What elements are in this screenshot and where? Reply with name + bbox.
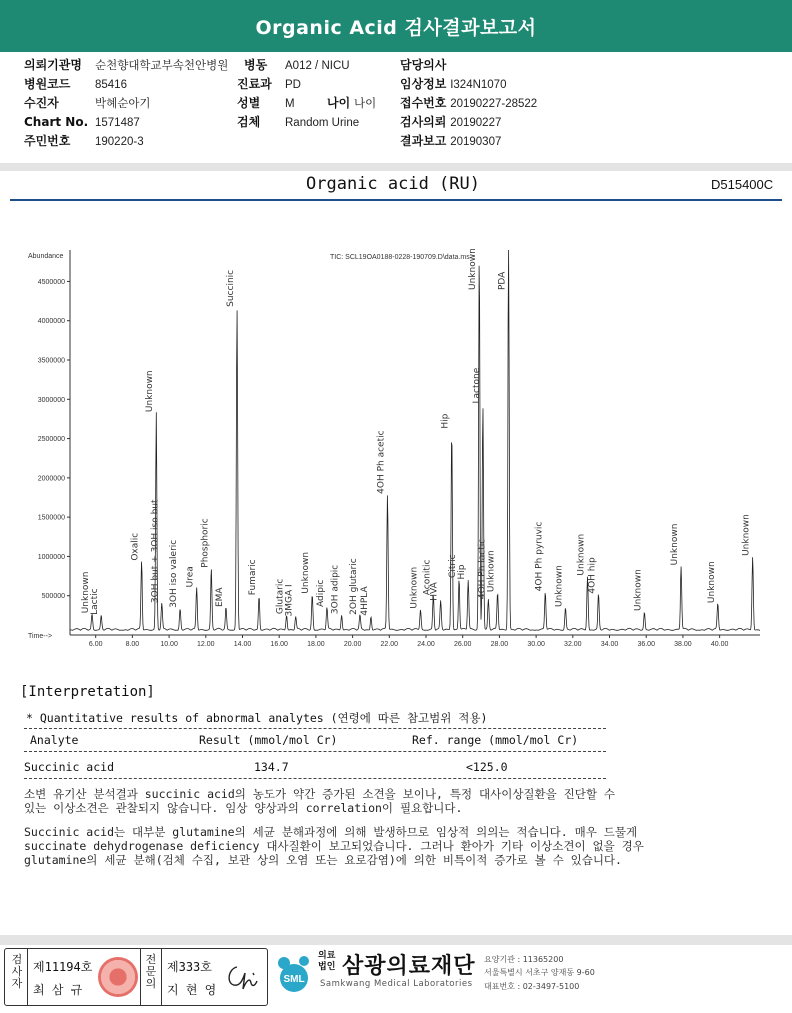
peak-label-20: Unknown xyxy=(409,566,420,609)
corp-name: 삼광의료재단 xyxy=(342,954,476,979)
divider-line xyxy=(161,949,162,1005)
cell-result: 134.7 xyxy=(254,760,289,774)
peak-label-11: Fumaric xyxy=(248,559,259,596)
peak-label-30: PDA xyxy=(497,271,508,290)
signature-icon xyxy=(223,959,265,995)
x-tick-label: 16.00 xyxy=(270,641,288,648)
department-value: PD xyxy=(285,79,301,91)
table-row xyxy=(24,756,606,778)
table-header-row xyxy=(24,729,606,751)
paragraph-line: 있는 이상소견은 관찰되지 않습니다. 임상 양상과의 correlation이 필요합니다. xyxy=(24,801,463,815)
sex-value: M xyxy=(285,98,295,110)
chart-title: TIC: SCL19OA0188-0228-190709.D\data.ms xyxy=(330,254,470,261)
peak-label-27: Lactone xyxy=(471,367,482,404)
official-seal-icon xyxy=(98,957,138,997)
x-tick-label: 36.00 xyxy=(637,641,655,648)
peak-label-8: Phosphoric xyxy=(200,518,211,568)
peak-label-36: Unknown xyxy=(670,523,681,566)
x-tick-label: 14.00 xyxy=(233,641,252,648)
x-tick-label: 22.00 xyxy=(380,641,399,648)
x-tick-label: 26.00 xyxy=(453,641,472,648)
table-rule-bottom xyxy=(24,778,606,779)
y-axis-label: Abundance xyxy=(28,253,64,260)
y-tick-label: 3500000 xyxy=(37,357,65,365)
x-tick-label: 28.00 xyxy=(490,641,509,648)
y-tick-label: 3000000 xyxy=(37,396,65,404)
y-tick-label: 2000000 xyxy=(37,475,65,483)
col-range: Ref. range (mmol/mol Cr) xyxy=(412,733,579,747)
peak-label-12: Glutaric xyxy=(275,578,286,615)
ward-value: A012 / NICU xyxy=(285,60,350,72)
x-tick-label: 40.00 xyxy=(710,641,729,648)
peak-label-18: 4HPLA xyxy=(359,586,370,616)
peak-label-34: 4OH hip xyxy=(587,557,598,594)
contact-code: 요양기관 : 11365200 xyxy=(484,955,564,964)
interpretation-subheading: * Quantitative results of abnormal analytes (연령에 따른 참고범위 적용) xyxy=(26,711,488,725)
doctor-field: 담당의사 xyxy=(400,58,447,72)
peak-label-26: Unknown xyxy=(468,248,479,290)
peak-label-6: 3OH iso valeric xyxy=(169,539,180,608)
specialist-tab: 전문의 xyxy=(145,953,157,990)
resident-id-value: 190220-3 xyxy=(95,136,144,148)
test-title: Organic acid (RU) xyxy=(306,174,480,194)
peak-label-17: 2OH glutaric xyxy=(348,558,359,615)
x-tick-label: 10.00 xyxy=(160,641,178,648)
contact-phone: 대표번호 : 02-3497-5100 xyxy=(484,982,580,991)
cell-range: <125.0 xyxy=(466,760,508,774)
peak-label-4: Unknown xyxy=(145,370,156,413)
x-tick-label: 24.00 xyxy=(417,641,435,648)
peak-label-10: Succinic xyxy=(225,269,236,307)
tester-tab: 검사자 xyxy=(11,953,23,990)
patient-name-value: 박혜순아기 xyxy=(95,98,151,110)
peak-label-5: 3OH but + 3OH iso but xyxy=(150,499,161,604)
title-rule xyxy=(10,199,782,201)
chart-no-value: 1571487 xyxy=(95,117,140,129)
peak-label-14: Unknown xyxy=(301,551,312,594)
report-header xyxy=(0,0,792,52)
paragraph-line: succinate dehydrogenase deficiency 대사질환이 보고되었습니다. 그러나 환아가 기타 이상소견이 없을 경우 xyxy=(24,839,644,853)
specialist-license: 제333호 xyxy=(167,960,212,974)
footer-band xyxy=(0,935,792,945)
chart-no-field: Chart No. xyxy=(24,115,89,129)
x-tick-label: 12.00 xyxy=(197,641,215,648)
peak-label-31: 4OH Ph pyruvic xyxy=(534,521,545,592)
y-tick-label: 1500000 xyxy=(37,514,65,522)
corp-english-name: Samkwang Medical Laboratories xyxy=(320,979,473,989)
patient-info xyxy=(0,52,792,162)
divider-band xyxy=(0,163,792,171)
resident-id-field: 주민번호 xyxy=(24,134,71,148)
clinical-field: 임상정보 I324N1070 xyxy=(400,77,507,91)
report-footer xyxy=(0,945,792,1013)
peak-label-16: 3OH adipic xyxy=(330,564,341,615)
x-tick-label: 8.00 xyxy=(125,641,140,648)
y-tick-label: 2500000 xyxy=(37,436,65,444)
peak-label-15: Adipic xyxy=(315,579,326,607)
peak-label-29: Unknown xyxy=(486,550,497,593)
peak-label-37: Unknown xyxy=(706,561,717,604)
x-axis-label: Time--> xyxy=(28,633,53,640)
paragraph-line: glutamine의 세균 분해(검체 수집, 보관 상의 오염 또는 요로감염)에 의한 비특이적 증가로 볼 수 있습니다. xyxy=(24,853,622,867)
x-tick-label: 38.00 xyxy=(674,641,692,648)
report-date-field: 결과보고 20190307 xyxy=(400,134,502,148)
chart-axes xyxy=(28,250,760,648)
peak-label-23: Hip xyxy=(440,413,451,429)
chart-annotations xyxy=(81,248,752,616)
y-tick-label: 1000000 xyxy=(37,553,65,561)
paragraph-line: Succinic acid는 대부분 glutamine의 세균 분해과정에 의해 발생하므로 임상적 의의는 적습니다. 매우 드물게 xyxy=(24,825,638,839)
peak-label-22: HVA xyxy=(429,582,440,601)
paragraph-line: 소변 유기산 분석결과 succinic acid의 농도가 약간 증가된 소견을 보이나, 특정 대사이상질환을 진단할 수 xyxy=(24,787,616,801)
logo-text: SML xyxy=(283,974,305,985)
specimen-value: Random Urine xyxy=(285,117,360,129)
peak-label-7: Urea xyxy=(185,566,196,588)
institution-value: 순천향대학교부속천안병원 xyxy=(95,60,229,72)
cell-analyte: Succinic acid xyxy=(24,760,115,774)
hospital-code-value: 85416 xyxy=(95,79,127,91)
peak-label-13: 3MGA I xyxy=(284,584,295,617)
peak-label-38: Unknown xyxy=(741,514,752,556)
department-field: 진료과 xyxy=(237,77,272,91)
request-field: 검사의뢰 20190227 xyxy=(400,115,502,129)
patient-name-field: 수진자 xyxy=(24,96,59,110)
peak-label-9: EMA xyxy=(214,587,225,607)
corp-type-text: 의료 법인 xyxy=(318,951,336,972)
contact-address: 서울특별시 서초구 양재동 9-60 xyxy=(484,968,595,977)
institution-field: 의뢰기관명 xyxy=(24,58,82,72)
x-tick-label: 20.00 xyxy=(343,641,362,648)
interpretation-heading: [Interpretation] xyxy=(20,684,155,700)
sex-field: 성별 xyxy=(237,96,261,110)
x-tick-label: 32.00 xyxy=(564,641,582,648)
peak-label-32: Unknown xyxy=(554,565,565,607)
specialist-name: 지 현 영 xyxy=(167,983,217,997)
test-title-bar xyxy=(0,172,792,198)
tester-name: 최 삼 규 xyxy=(33,983,83,997)
test-code: D515400C xyxy=(711,177,774,192)
hospital-code-field: 병원코드 xyxy=(24,77,71,91)
peak-label-1: Unknown xyxy=(81,571,92,614)
y-tick-label: 4000000 xyxy=(37,318,65,326)
results-table xyxy=(24,728,606,779)
peak-label-2: Lactic xyxy=(90,588,101,615)
y-tick-label: 4500000 xyxy=(37,278,65,286)
tester-license: 제11194호 xyxy=(33,960,93,974)
signature-box xyxy=(4,948,268,1006)
interpretation-section xyxy=(20,684,780,867)
x-tick-label: 30.00 xyxy=(527,641,545,648)
x-tick-label: 34.00 xyxy=(600,641,619,648)
peak-label-21: Aconitic xyxy=(422,559,433,596)
interpretation-paragraph-2 xyxy=(24,825,754,867)
corp-type xyxy=(318,951,335,973)
divider-line xyxy=(27,949,28,1005)
peak-label-28: 4OH Ph lactic xyxy=(477,538,488,600)
peak-label-3: Oxalic xyxy=(130,532,141,561)
receipt-field: 접수번호 20190227-28522 xyxy=(400,96,538,110)
peak-label-25: Hip xyxy=(457,564,468,580)
peak-label-35: Unknown xyxy=(633,569,644,611)
peak-label-24: Citric xyxy=(448,554,459,578)
peak-label-33: Unknown xyxy=(576,533,587,576)
report-header-title: Organic Acid 검사결과보고서 xyxy=(255,16,537,39)
specimen-field: 검체 xyxy=(237,115,261,129)
chromatogram-chart xyxy=(0,230,792,650)
x-tick-label: 18.00 xyxy=(307,641,325,648)
y-tick-label: 500000 xyxy=(41,593,65,601)
x-tick-label: 6.00 xyxy=(88,641,103,648)
interpretation-paragraph-1 xyxy=(24,787,754,815)
peak-label-19: 4OH Ph acetic xyxy=(376,430,387,494)
age-field: 나이 나이 xyxy=(327,96,377,110)
col-analyte: Analyte xyxy=(30,733,79,747)
sml-logo-icon xyxy=(272,951,316,995)
col-result: Result (mmol/mol Cr) xyxy=(199,733,338,747)
ward-field: 병동 xyxy=(244,58,268,72)
table-rule-mid xyxy=(24,751,606,752)
